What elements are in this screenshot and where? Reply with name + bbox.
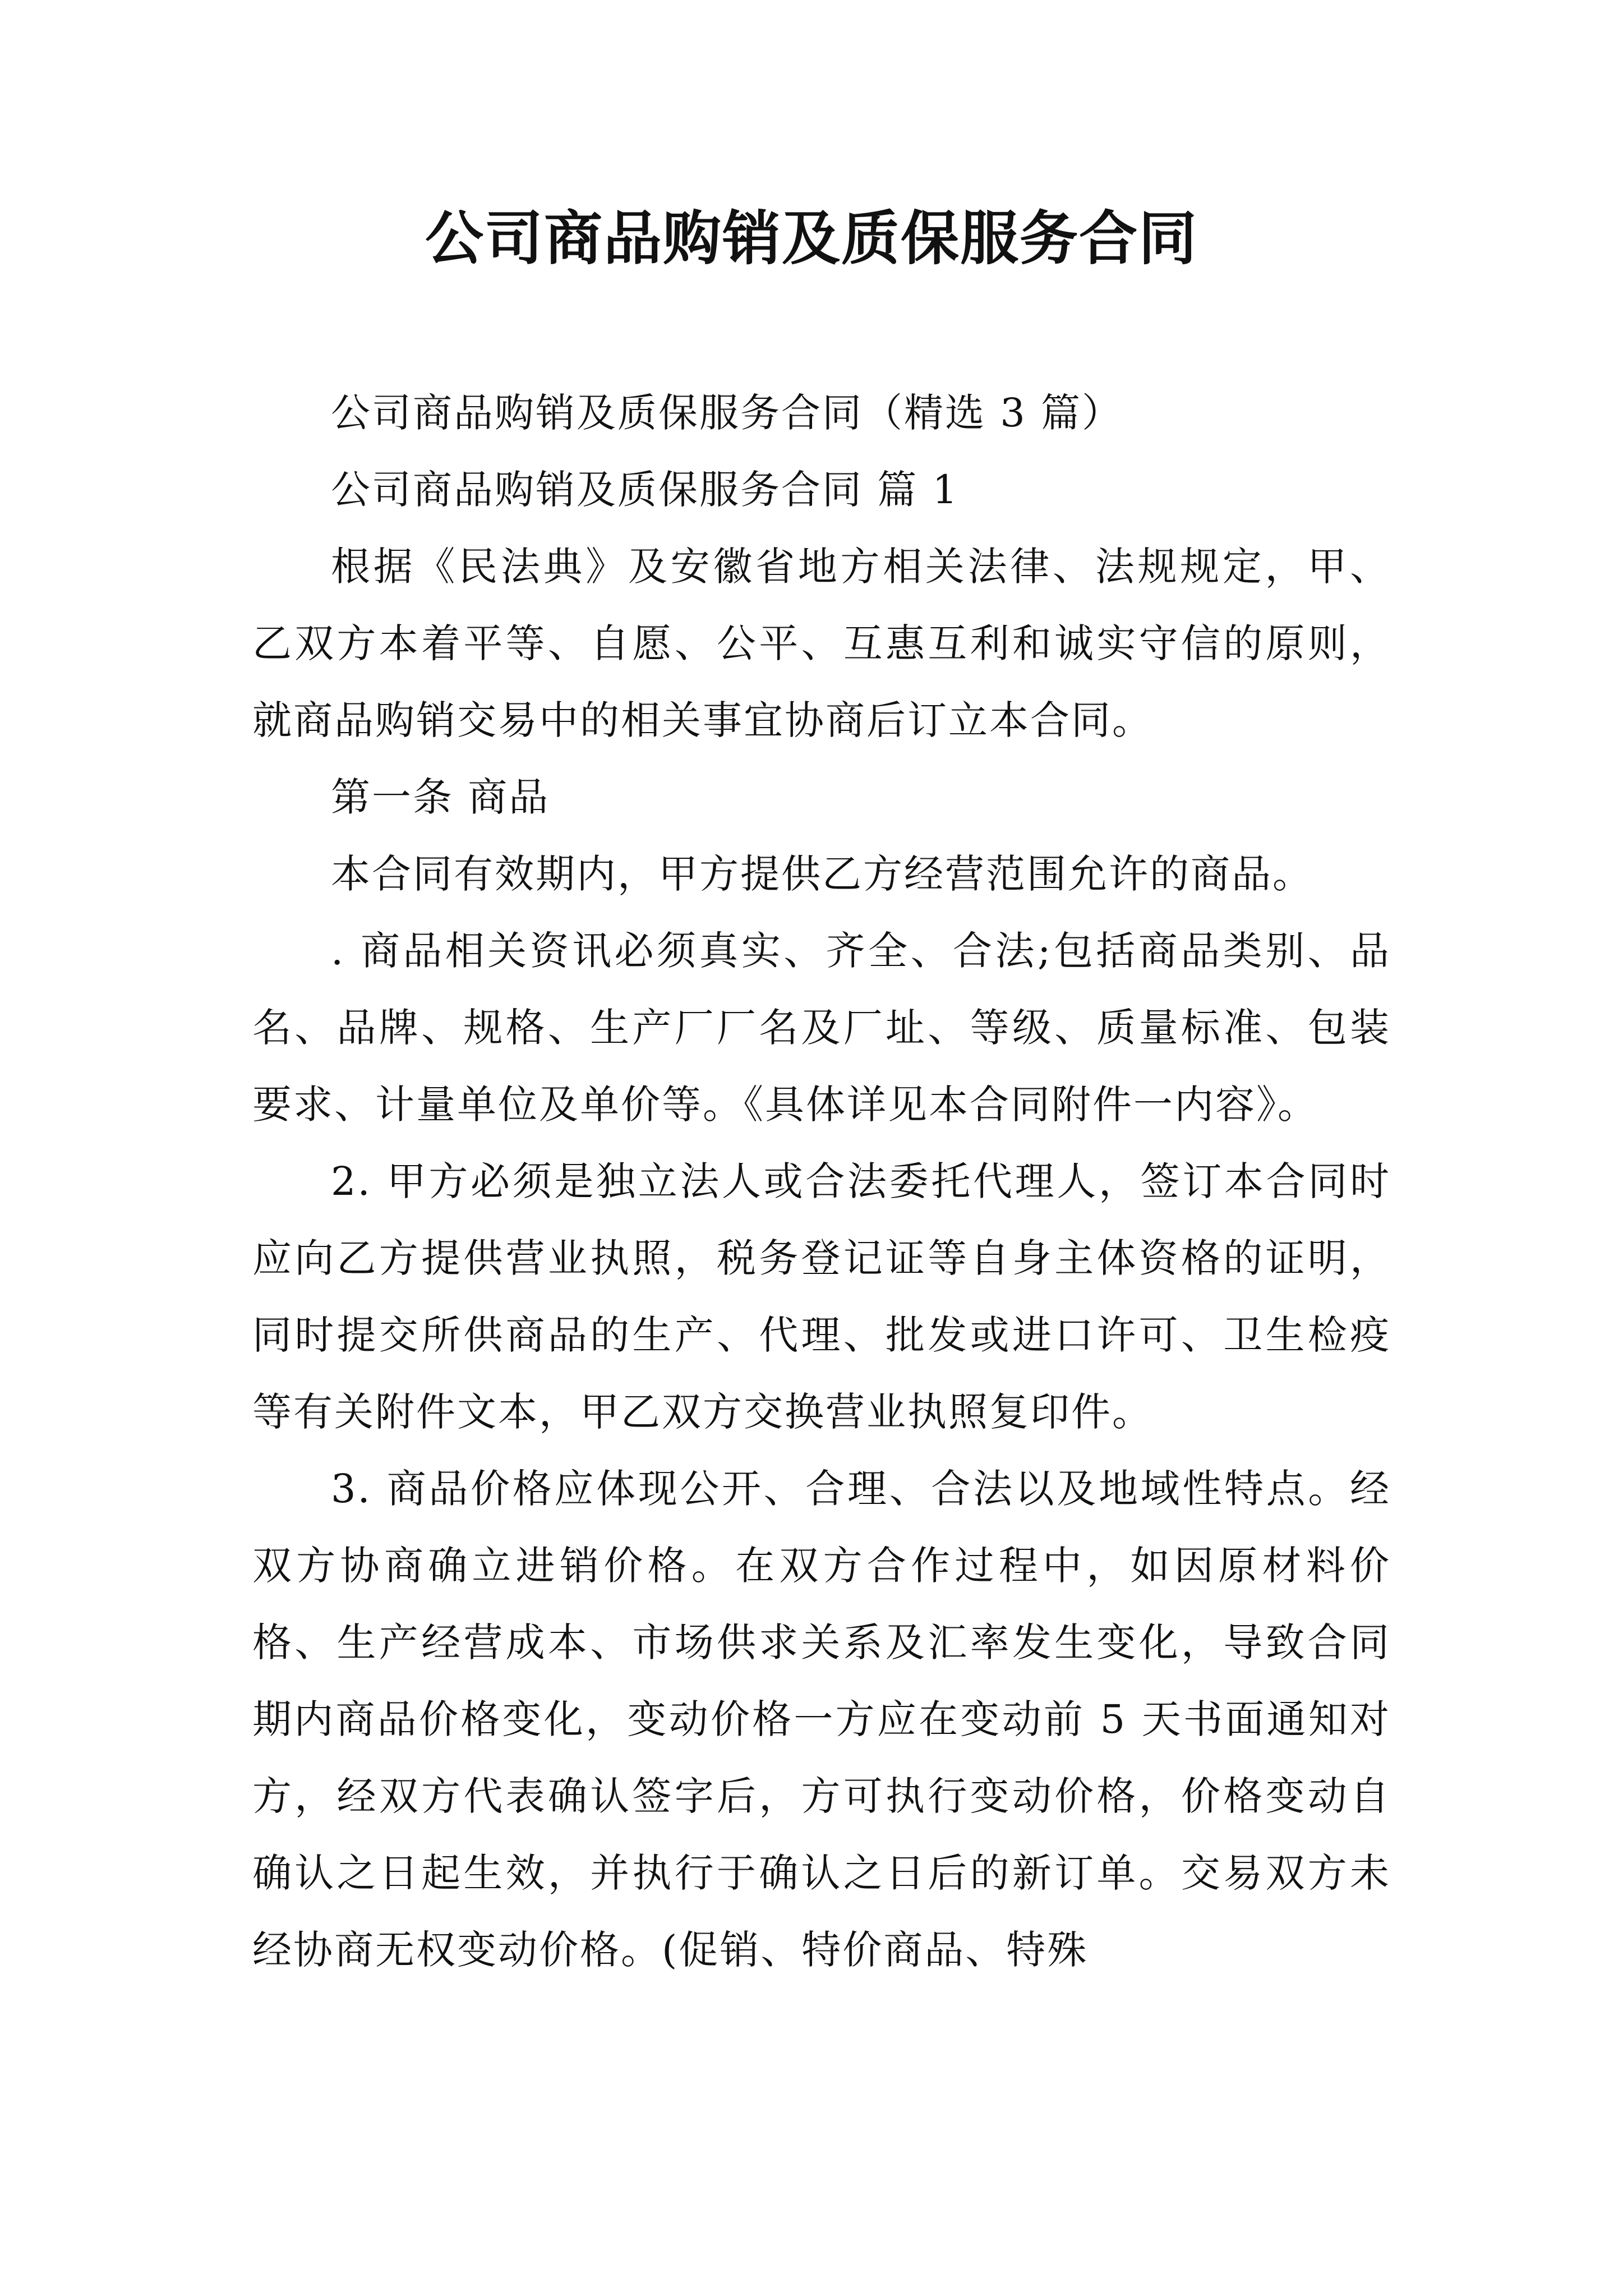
paragraph-clause-1: . 商品相关资讯必须真实、齐全、合法;包括商品类别、品名、品牌、规格、生产厂厂名及厂址、等级、质量标准、包装要求、计量单位及单价等。《具体详见本合同附件一内容》。 xyxy=(252,928,1391,1128)
document-title: 公司商品购销及质保服务合同 xyxy=(425,204,1198,273)
paragraph-part-heading: 公司商品购销及质保服务合同 篇 1 xyxy=(331,467,960,513)
paragraph-clause-3: 3. 商品价格应体现公开、合理、合法以及地域性特点。经双方协商确立进销价格。在双方合作过程中，如因原材料价格、生产经营成本、市场供求关系及汇率发生变化，导致合同期内商品价格变化，变动价格一方应在变动前 5 天书面通知对方，经双方代表确认签字后，方可执行变动价格，价格变动自确认之日起生效，并执行于确认之日后的新订单。交易双方未经协商无权变动价格。(促销、特价商品、特殊 xyxy=(252,1466,1391,1973)
paragraph-article-heading: 第一条 商品 xyxy=(331,774,550,820)
paragraph-collection-heading: 公司商品购销及质保服务合同（精选 3 篇） xyxy=(331,390,1123,436)
paragraph-article-intro: 本合同有效期内，甲方提供乙方经营范围允许的商品。 xyxy=(331,851,1313,897)
paragraph-clause-2: 2. 甲方必须是独立法人或合法委托代理人，签订本合同时应向乙方提供营业执照，税务登记证等自身主体资格的证明，同时提交所供商品的生产、代理、批发或进口许可、卫生检疫等有关附件文本，甲乙双方交换营业执照复印件。 xyxy=(252,1158,1391,1435)
paragraph-preamble: 根据《民法典》及安徽省地方相关法律、法规规定，甲、乙双方本着平等、自愿、公平、互惠互利和诚实守信的原则，就商品购销交易中的相关事宜协商后订立本合同。 xyxy=(252,544,1391,743)
document-body xyxy=(252,375,1391,1989)
